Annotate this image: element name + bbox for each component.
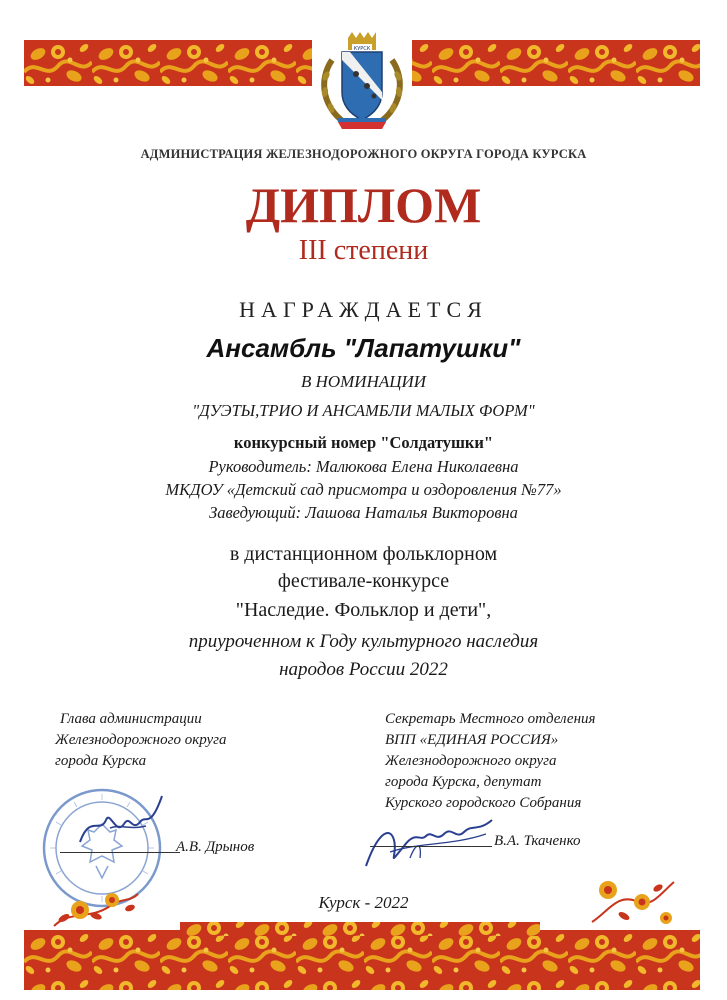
contest-number-label: конкурсный номер <box>233 433 377 452</box>
right-signature-line <box>370 846 492 847</box>
event-line-4: приуроченном к Году культурного наследия <box>188 631 539 652</box>
contest-number <box>0 433 727 453</box>
event-line-5: народов России 2022 <box>279 659 448 680</box>
right-signature-image <box>360 812 500 874</box>
right-signatory-title-2: ВПП «ЕДИНАЯ РОССИЯ» <box>385 732 559 748</box>
left-signatory-title-3: города Курска <box>55 753 147 769</box>
nomination-label: В НОМИНАЦИИ <box>300 372 427 391</box>
left-signature-line <box>60 852 180 853</box>
left-flower-ornament <box>50 880 140 930</box>
emblem-label: КУРСК <box>353 46 371 52</box>
diploma-title: ДИПЛОМ <box>245 177 482 233</box>
bottom-ornament-notch <box>180 916 540 936</box>
recipient-name: Ансамбль "Лапатушки" <box>206 333 521 363</box>
leader-line: Руководитель: Малюкова Елена Николаевна <box>208 457 519 476</box>
left-signatory-title-1: Глава администрации <box>60 711 202 727</box>
head-line: Заведующий: Лашова Наталья Викторовна <box>209 503 518 522</box>
right-signatory-title-1: Секретарь Местного отделения <box>385 711 596 727</box>
event-line-2: фестивале-конкурсе <box>277 570 450 592</box>
right-signatory-title-3: Железнодорожного округа <box>385 753 557 769</box>
event-line-3: "Наследие. Фольклор и дети", <box>235 599 492 621</box>
administration-header: АДМИНИСТРАЦИЯ ЖЕЛЕЗНОДОРОЖНОГО ОКРУГА ГОРОДА КУРСКА <box>140 147 587 161</box>
right-signatory-title-4: города Курска, депутат <box>385 774 542 790</box>
diploma-degree: III степени <box>298 235 429 266</box>
nomination-name: "ДУЭТЫ,ТРИО И АНСАМБЛИ МАЛЫХ ФОРМ" <box>192 401 535 420</box>
awarded-heading: НАГРАЖДАЕТСЯ <box>239 297 488 322</box>
left-signatory-name: А.В. Дрынов <box>176 839 255 855</box>
city-coat-of-arms <box>312 30 412 132</box>
event-line-1: в дистанционном фольклорном <box>229 543 498 565</box>
left-signatory-title-2: Железнодорожного округа <box>55 732 227 748</box>
place-and-year: Курск - 2022 <box>318 893 409 912</box>
right-signatory-title-5: Курского городского Собрания <box>385 795 582 811</box>
right-signatory-name: В.А. Ткаченко <box>494 833 581 849</box>
contest-number-value: "Солдатушки" <box>380 433 494 452</box>
bottom-ornament <box>24 930 700 990</box>
right-flower-ornament <box>588 872 678 930</box>
left-signature-image <box>70 784 170 854</box>
institution-line: МКДОУ «Детский сад присмотра и оздоровления №77» <box>165 480 562 499</box>
